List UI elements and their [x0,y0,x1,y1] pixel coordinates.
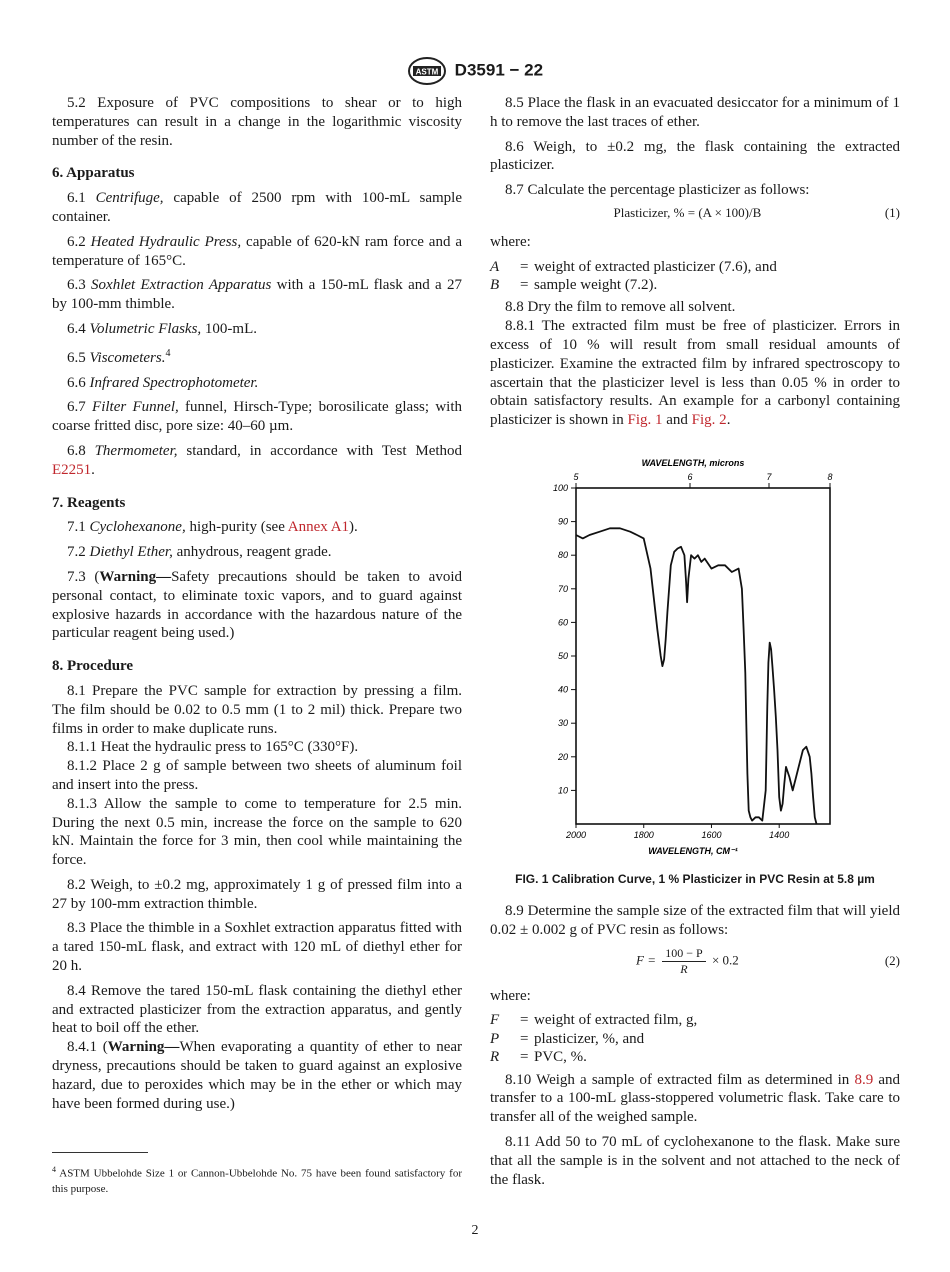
definition-sym: B [490,276,500,293]
definition-sym: R [490,1049,500,1066]
astm-logo [407,56,447,86]
x-tick-label: 2000 [565,830,587,840]
heading-reagents: 7. Reagents [52,494,126,511]
y-tick-label: 100 [552,483,568,493]
left-column [52,94,462,1119]
figure-caption: FIG. 1 Calibration Curve, 1 % Plasticizer in PVC Resin at 5.8 µm [515,871,875,886]
definition-def: PVC, %. [534,1049,587,1066]
top-axis-label: WAVELENGTH, microns [641,458,745,468]
paragraph-8-1: 8.1 Prepare the PVC sample for extraction by pressing a film. The film should be 0.02 to 0.5 mm (1 to 2 mil) thick. Prepare two films in order to make duplicate runs. [52,682,462,737]
y-tick-label: 10 [557,785,568,796]
footnote: $^4$ ASTM Ubbelohde Size 1 or Cannon-Ubbelohde No. 75 have been found satisfactory for this purpose. [52,1165,462,1195]
paragraph-8-1-2: 8.1.2 Place 2 g of sample between two sheets of aluminum foil and insert into the press. [52,758,462,793]
paragraph-8-5: 8.5 Place the flask in an evacuated desiccator for a minimum of 1 h to remove the last traces of ether. [490,95,900,130]
paragraph-7-1: 7.1 Cyclohexanone, high-purity (see Annex A1). [67,519,358,536]
definition-eq: = [520,1049,529,1066]
link-fig-1[interactable]: Fig. 1 [627,412,663,429]
top-tick-label: 5 [573,472,579,482]
definitions-list-1 [490,258,900,295]
svg-text:ASTM: ASTM [415,67,439,77]
definition-row [490,276,900,294]
link-e2251[interactable]: E2251 [52,461,92,478]
definition-sym: F [490,1012,500,1029]
right-column [490,94,900,436]
document-code: D3591 − 22 [454,60,544,80]
y-tick-label: 50 [557,651,568,661]
equation-1 [490,204,900,223]
definition-def: weight of extracted film, g, [534,1012,698,1029]
definition-eq: = [520,1012,529,1029]
definition-row [490,1011,900,1029]
page-number: 2 [471,1223,479,1238]
paragraph-8-4-1: 8.4.1 (Warning—When evaporating a quantity of ether to near dryness, precautions should be taken to guard against an explosive hazard, due to peroxides which may be in the ether or which may have been formed during use.) [52,1039,463,1112]
paragraph-6-8: 6.8 Thermometer, standard, in accordance with Test Method E2251. [52,442,463,478]
footnote-ref[interactable]: 4 [165,347,171,359]
y-tick-label: 60 [557,617,568,628]
paragraph-8-7: 8.7 Calculate the percentage plasticizer as follows: [505,182,810,199]
spectrum-line [576,528,817,824]
definition-eq: = [520,258,529,275]
definition-eq: = [520,276,529,293]
heading-apparatus: 6. Apparatus [52,165,135,182]
equation-1-formula: Plasticizer, % = (A × 100)/B [613,204,762,220]
right-column-lower [490,902,900,1195]
definition-def: sample weight (7.2). [534,276,658,293]
x-axis-label: WAVELENGTH, CM⁻¹ [648,846,738,856]
link-fig-2[interactable]: Fig. 2 [691,412,727,429]
paragraph-6-3: 6.3 Soxhlet Extraction Apparatus with a 150-mL flask and a 27 by 100-mm thimble. [52,277,462,313]
paragraph-8-8: 8.8 Dry the film to remove all solvent. [505,299,736,316]
paragraph-8-8-1: 8.8.1 The extracted film must be free of plasticizer. Errors in excess of 10 % will result from small residual amounts of plasticizer. Examine the extracted film by infrared spectroscopy to ascertain that the plasticizer level is less than 0.05 % in order to obtain satisfactory results. An example for a carbonyl containing plasticizer is shown in Fig. 1 and Fig. 2. [490,318,900,429]
paragraph-8-1-3: 8.1.3 Allow the sample to come to temperature for 2.5 min. During the next 0.5 min, increase the force on the sample to 620 kN. Maintain the force for 3 min, then cool while maintaining the force. [52,795,462,869]
y-tick-label: 80 [557,550,568,561]
y-tick-label: 90 [557,516,568,527]
footnote-rule [52,1152,148,1153]
definition-def: plasticizer, %, and [534,1030,645,1047]
paragraph-8-3: 8.3 Place the thimble in a Soxhlet extraction apparatus fitted with a tared 150-mL flask, and extract with 120 mL of diethyl ether for 20 h. [52,920,462,975]
paragraph-8-2: 8.2 Weigh, to ±0.2 mg, approximately 1 g of pressed film into a 27 by 100-mm extraction thimble. [52,876,462,912]
top-tick-label: 8 [827,472,833,482]
x-tick-label: 1600 [701,830,722,840]
paragraph-7-3: 7.3 (Warning—Safety precautions should be taken to avoid personal contact, to eliminate toxic vapors, and to guard against explosive hazards in accordance with the hazardous nature of the particular reagent being used.) [52,568,462,642]
definition-sym: A [490,258,500,275]
paragraph-6-6: 6.6 Infrared Spectrophotometer. [67,374,259,391]
y-tick-label: 70 [557,583,568,594]
paragraph-5-2: 5.2 Exposure of PVC compositions to shear or to high temperatures can result in a change in the logarithmic viscosity number of the resin. [52,95,462,149]
paragraph-6-7: 6.7 Filter Funnel, funnel, Hirsch-Type; borosilicate glass; with coarse fritted disc, pore size: 40–60 µm. [52,399,463,435]
top-tick-label: 6 [687,472,693,482]
equation-1-number: (1) [884,204,900,220]
definitions-list-2 [490,1011,900,1066]
definition-sym: P [490,1030,500,1047]
paragraph-8-11: 8.11 Add 50 to 70 mL of cyclohexanone to the flask. Make sure that all the sample is in the solvent and not attached to the neck of the flask. [490,1134,900,1188]
paragraph-6-4: 6.4 Volumetric Flasks, 100-mL. [67,320,257,337]
y-tick-label: 30 [557,718,568,729]
equation-2-number: (2) [884,952,900,968]
figure-1 [490,452,900,889]
where-label-1: where: [490,233,531,250]
paragraph-8-6: 8.6 Weigh, to ±0.2 mg, the flask containing the extracted plasticizer. [490,138,900,174]
y-tick-label: 40 [557,684,568,695]
paragraph-8-4: 8.4 Remove the tared 150-mL flask containing the diethyl ether and extracted plasticizer from the extraction apparatus, and gently heat to boil off the ether. [52,982,462,1037]
y-tick-label: 20 [557,751,568,762]
plot-frame [576,488,830,824]
paragraph-8-1-1: 8.1.1 Heat the hydraulic press to 165°C (330°F). [67,739,359,756]
definition-row [490,1048,900,1066]
where-label-2: where: [490,987,531,1004]
link-annex-a1[interactable]: Annex A1 [287,519,350,536]
x-tick-label: 1800 [633,830,654,840]
paragraph-8-9: 8.9 Determine the sample size of the extracted film that will yield 0.02 ± 0.002 g of PVC resin as follows: [490,903,900,938]
link-section-8-9[interactable]: 8.9 [854,1071,874,1088]
paragraph-6-1: 6.1 Centrifuge, capable of 2500 rpm with 100-mL sample container. [52,190,463,225]
paragraph-7-2: 7.2 Diethyl Ether, anhydrous, reagent grade. [67,544,332,561]
definition-def: weight of extracted plasticizer (7.6), and [534,258,777,275]
heading-procedure: 8. Procedure [52,658,134,675]
definition-row [490,1030,900,1048]
paragraph-6-2: 6.2 Heated Hydraulic Press, capable of 620-kN ram force and a temperature of 165°C. [52,233,463,269]
paragraph-6-5: 6.5 Viscometers.$^4$ [67,347,171,366]
x-tick-label: 1400 [769,830,790,840]
paragraph-8-10: 8.10 Weigh a sample of extracted film as determined in 8.9 and transfer to a 100-mL glass-stoppered volumetric flask. Take care to transfer all of the weighed sample. [490,1071,901,1126]
ir-spectrum-chart [490,452,900,862]
definition-row [490,258,900,276]
definition-eq: = [520,1030,529,1047]
top-tick-label: 7 [766,472,772,482]
equation-2 [490,946,900,977]
equation-2-formula: F = $\frac{100 - P}{R}$ × 0.2 [636,945,739,976]
page-header [0,56,950,86]
